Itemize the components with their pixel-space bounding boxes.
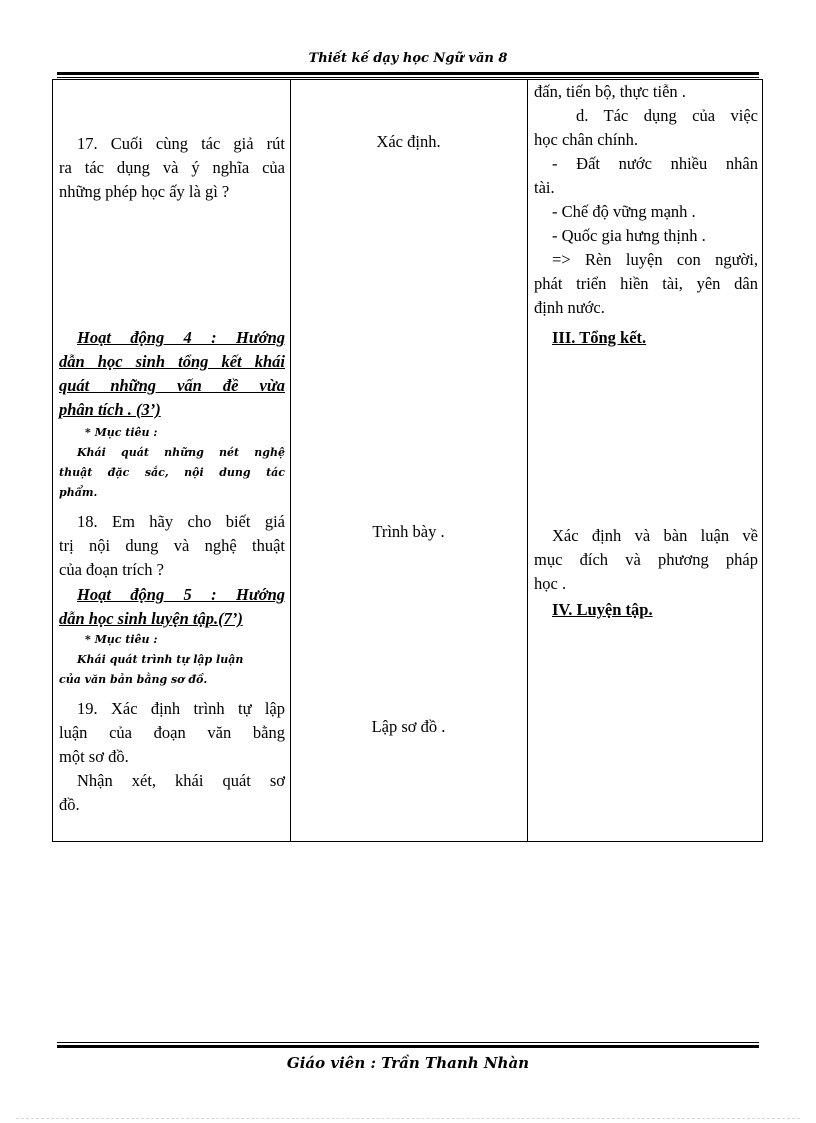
question-19: 19. Xác định trình tự lập luận của đoạn văn bằng một sơ đồ. Nhận xét, khái quát sơ đồ. [59, 699, 285, 814]
page-bottom-dotted-line [16, 1118, 800, 1119]
section-heading-4: IV. Luyện tập. [552, 600, 653, 619]
header-rule-thin [57, 77, 759, 78]
footer-rule-thin [57, 1042, 759, 1043]
document-header-title: Thiết kế dạy học Ngữ văn 8 [308, 51, 508, 66]
activity-5-objective: * Mục tiêu : Khái quát trình tự lập luận của văn bản bằng sơ đồ. [59, 633, 244, 686]
header-rule-thick [57, 72, 759, 75]
activity-4-title: Hoạt động 4 : Hướng dẫn học sinh tổng kết khái quát những vấn đề vừa phân tích . (3’) [59, 328, 285, 419]
footer-rule-thick [57, 1045, 759, 1048]
method-19: Lập sơ đồ . [371, 717, 446, 736]
section-heading-3: III. Tổng kết. [552, 328, 647, 347]
method-18: Trình bày . [372, 522, 445, 541]
column-divider-2 [527, 80, 528, 841]
activity-4-objective: * Mục tiêu : Khái quát những nét nghệ thuật đặc sắc, nội dung tác phẩm. [59, 426, 285, 499]
document-footer: Giáo viên : Trần Thanh Nhàn [286, 1054, 530, 1072]
activity-5-title: Hoạt động 5 : Hướng dẫn học sinh luyện tập.(7’) [59, 585, 285, 628]
question-18: 18. Em hãy cho biết giá trị nội dung và nghệ thuật của đoạn trích ? [59, 512, 285, 579]
question-17: 17. Cuối cùng tác giả rút ra tác dụng và ý nghĩa của những phép học ấy là gì ? [59, 134, 285, 201]
lesson-table [52, 79, 763, 842]
summary-text: Xác định và bàn luận về mục đích và phương pháp học . [534, 526, 758, 593]
method-17: Xác định. [376, 132, 441, 151]
content-block-1: đấn, tiến bộ, thực tiễn . d. Tác dụng của việc học chân chính. - Đất nước nhiều nhân tài. - Chế độ vững mạnh . - Quốc gia hưng thịnh . => Rèn luyện con người, phát triển hiền tài, yên dân định nước. [534, 82, 758, 317]
